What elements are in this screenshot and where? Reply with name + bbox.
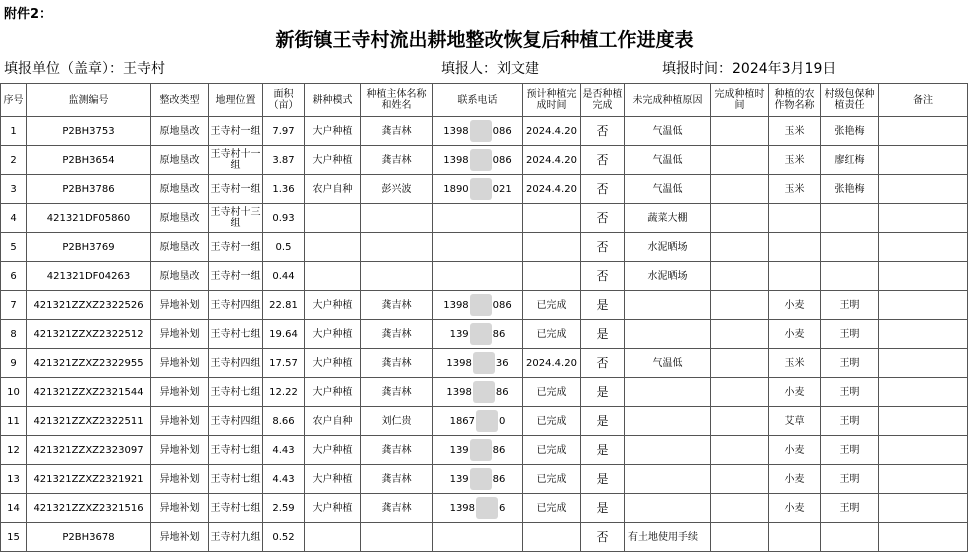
cell-responsible (821, 204, 879, 233)
cell-rectify-type: 异地补划 (151, 291, 209, 320)
cell-location: 王寺村一组 (209, 262, 263, 291)
cell-location: 王寺村九组 (209, 523, 263, 552)
cell-location: 王寺村七组 (209, 494, 263, 523)
cell-eta: 2024.4.20 (523, 146, 581, 175)
cell-area: 22.81 (263, 291, 305, 320)
cell-responsible (821, 233, 879, 262)
cell-owner-name: 龚吉林 (361, 378, 433, 407)
cell-responsible: 张艳梅 (821, 175, 879, 204)
cell-location: 王寺村四组 (209, 407, 263, 436)
cell-done-time (711, 262, 769, 291)
cell-eta: 已完成 (523, 320, 581, 349)
cell-area: 7.97 (263, 117, 305, 146)
cell-note (879, 523, 968, 552)
cell-phone (433, 436, 523, 465)
phone-prefix: 1398 (443, 126, 469, 137)
cell-crop: 玉米 (769, 146, 821, 175)
cell-row-no: 6 (1, 262, 27, 291)
cell-phone (433, 407, 523, 436)
cell-done-flag: 否 (581, 523, 625, 552)
cell-farming-mode: 大户种植 (305, 117, 361, 146)
redaction-blur (476, 410, 498, 432)
cell-reason (625, 320, 711, 349)
table-row (1, 378, 968, 407)
cell-monitor-code: 421321ZZXZ2322955 (27, 349, 151, 378)
cell-eta (523, 523, 581, 552)
cell-reason: 气温低 (625, 146, 711, 175)
cell-crop (769, 523, 821, 552)
cell-phone (433, 320, 523, 349)
phone-prefix: 1398 (446, 387, 472, 398)
cell-owner-name: 龚吉林 (361, 320, 433, 349)
cell-done-flag: 否 (581, 175, 625, 204)
cell-area: 1.36 (263, 175, 305, 204)
header-done: 是否种植完成 (581, 84, 625, 117)
cell-row-no: 11 (1, 407, 27, 436)
cell-eta: 已完成 (523, 378, 581, 407)
cell-phone (433, 378, 523, 407)
cell-owner-name: 龚吉林 (361, 436, 433, 465)
table-row (1, 233, 968, 262)
cell-eta: 已完成 (523, 465, 581, 494)
cell-eta: 2024.4.20 (523, 117, 581, 146)
cell-farming-mode: 农户自种 (305, 175, 361, 204)
cell-done-flag: 否 (581, 146, 625, 175)
cell-monitor-code: P2BH3769 (27, 233, 151, 262)
cell-monitor-code: 421321ZZXZ2322526 (27, 291, 151, 320)
cell-area: 3.87 (263, 146, 305, 175)
cell-responsible: 张艳梅 (821, 117, 879, 146)
cell-reason: 气温低 (625, 349, 711, 378)
cell-eta: 2024.4.20 (523, 175, 581, 204)
cell-done-time (711, 291, 769, 320)
cell-location: 王寺村七组 (209, 465, 263, 494)
cell-done-time (711, 349, 769, 378)
cell-row-no: 13 (1, 465, 27, 494)
cell-done-flag: 否 (581, 349, 625, 378)
header-location: 地理位置 (209, 84, 263, 117)
cell-owner-name: 龚吉林 (361, 494, 433, 523)
header-code: 监测编号 (27, 84, 151, 117)
cell-row-no: 8 (1, 320, 27, 349)
cell-owner-name: 龚吉林 (361, 146, 433, 175)
cell-location: 王寺村一组 (209, 175, 263, 204)
cell-row-no: 4 (1, 204, 27, 233)
cell-done-time (711, 378, 769, 407)
cell-eta: 已完成 (523, 494, 581, 523)
cell-location: 王寺村四组 (209, 291, 263, 320)
cell-phone (433, 291, 523, 320)
cell-row-no: 2 (1, 146, 27, 175)
cell-reason (625, 407, 711, 436)
cell-crop (769, 204, 821, 233)
cell-monitor-code: P2BH3753 (27, 117, 151, 146)
cell-owner-name (361, 233, 433, 262)
cell-phone (433, 204, 523, 233)
cell-owner-name (361, 523, 433, 552)
cell-done-flag: 否 (581, 262, 625, 291)
cell-monitor-code: 421321ZZXZ2323097 (27, 436, 151, 465)
cell-phone (433, 175, 523, 204)
header-eta: 预计种植完成时间 (523, 84, 581, 117)
cell-monitor-code: 421321ZZXZ2321921 (27, 465, 151, 494)
cell-done-time (711, 175, 769, 204)
phone-prefix: 1398 (443, 300, 469, 311)
cell-crop: 玉米 (769, 175, 821, 204)
cell-responsible: 王明 (821, 378, 879, 407)
redaction-blur (470, 149, 492, 171)
cell-area: 17.57 (263, 349, 305, 378)
cell-done-flag: 是 (581, 378, 625, 407)
phone-suffix: 086 (492, 155, 512, 166)
cell-responsible: 王明 (821, 465, 879, 494)
table-row (1, 523, 968, 552)
table-row (1, 349, 968, 378)
table-row (1, 407, 968, 436)
cell-crop (769, 262, 821, 291)
cell-crop: 小麦 (769, 465, 821, 494)
cell-row-no: 9 (1, 349, 27, 378)
cell-farming-mode: 大户种植 (305, 465, 361, 494)
cell-crop: 小麦 (769, 320, 821, 349)
cell-rectify-type: 原地垦改 (151, 204, 209, 233)
cell-done-time (711, 233, 769, 262)
cell-note (879, 320, 968, 349)
cell-owner-name: 刘仁贵 (361, 407, 433, 436)
cell-responsible: 王明 (821, 291, 879, 320)
cell-monitor-code: 421321ZZXZ2322511 (27, 407, 151, 436)
phone-suffix: 6 (499, 503, 506, 514)
phone-suffix: 36 (495, 358, 509, 369)
cell-location: 王寺村七组 (209, 378, 263, 407)
cell-farming-mode: 大户种植 (305, 378, 361, 407)
report-filler: 填报人：刘文建 (441, 61, 539, 77)
cell-area: 4.43 (263, 465, 305, 494)
cell-responsible: 王明 (821, 494, 879, 523)
table-row (1, 262, 968, 291)
cell-rectify-type: 原地垦改 (151, 175, 209, 204)
cell-done-time (711, 146, 769, 175)
cell-rectify-type: 异地补划 (151, 378, 209, 407)
cell-reason (625, 378, 711, 407)
cell-location: 王寺村七组 (209, 320, 263, 349)
cell-eta: 已完成 (523, 436, 581, 465)
cell-phone (433, 494, 523, 523)
cell-note (879, 146, 968, 175)
cell-done-flag: 是 (581, 291, 625, 320)
table-row (1, 494, 968, 523)
cell-eta: 2024.4.20 (523, 349, 581, 378)
redaction-blur (473, 352, 495, 374)
header-no: 序号 (1, 84, 27, 117)
cell-row-no: 1 (1, 117, 27, 146)
table-row (1, 146, 968, 175)
cell-farming-mode: 大户种植 (305, 349, 361, 378)
cell-location: 王寺村七组 (209, 436, 263, 465)
cell-phone (433, 117, 523, 146)
cell-done-flag: 是 (581, 436, 625, 465)
cell-rectify-type: 异地补划 (151, 465, 209, 494)
cell-rectify-type: 原地垦改 (151, 262, 209, 291)
cell-rectify-type: 原地垦改 (151, 233, 209, 262)
cell-responsible: 廖红梅 (821, 146, 879, 175)
cell-note (879, 465, 968, 494)
header-crop: 种植的农作物名称 (769, 84, 821, 117)
progress-table (0, 83, 968, 552)
redaction-blur (470, 323, 492, 345)
cell-crop: 小麦 (769, 436, 821, 465)
redaction-blur (470, 178, 492, 200)
cell-monitor-code: 421321DF04263 (27, 262, 151, 291)
header-type: 整改类型 (151, 84, 209, 117)
phone-prefix: 1867 (449, 416, 476, 427)
cell-reason: 气温低 (625, 117, 711, 146)
phone-suffix: 86 (492, 445, 506, 456)
cell-owner-name: 龚吉林 (361, 117, 433, 146)
table-row (1, 465, 968, 494)
cell-reason (625, 436, 711, 465)
cell-eta (523, 233, 581, 262)
table-header-row (1, 84, 968, 117)
cell-crop: 艾草 (769, 407, 821, 436)
header-done-time: 完成种植时间 (711, 84, 769, 117)
cell-note (879, 378, 968, 407)
cell-farming-mode (305, 262, 361, 291)
phone-suffix: 86 (495, 387, 509, 398)
cell-note (879, 494, 968, 523)
cell-note (879, 291, 968, 320)
table-row (1, 204, 968, 233)
cell-done-time (711, 204, 769, 233)
redaction-blur (470, 294, 492, 316)
cell-location: 王寺村一组 (209, 117, 263, 146)
cell-note (879, 349, 968, 378)
cell-area: 12.22 (263, 378, 305, 407)
cell-crop: 玉米 (769, 349, 821, 378)
cell-done-flag: 是 (581, 407, 625, 436)
cell-responsible: 王明 (821, 436, 879, 465)
header-reason: 未完成种植原因 (625, 84, 711, 117)
phone-suffix: 086 (492, 126, 512, 137)
cell-area: 19.64 (263, 320, 305, 349)
cell-phone (433, 465, 523, 494)
cell-location: 王寺村十一组 (209, 146, 263, 175)
cell-crop: 小麦 (769, 291, 821, 320)
cell-farming-mode (305, 233, 361, 262)
table-row (1, 291, 968, 320)
phone-prefix: 139 (449, 474, 469, 485)
cell-monitor-code: 421321DF05860 (27, 204, 151, 233)
table-row (1, 117, 968, 146)
cell-rectify-type: 异地补划 (151, 407, 209, 436)
cell-done-time (711, 320, 769, 349)
cell-row-no: 15 (1, 523, 27, 552)
phone-prefix: 1398 (443, 155, 469, 166)
cell-area: 0.52 (263, 523, 305, 552)
cell-owner-name: 龚吉林 (361, 465, 433, 494)
cell-phone (433, 349, 523, 378)
cell-done-time (711, 494, 769, 523)
cell-rectify-type: 异地补划 (151, 494, 209, 523)
cell-row-no: 12 (1, 436, 27, 465)
redaction-blur (470, 120, 492, 142)
cell-note (879, 233, 968, 262)
cell-farming-mode (305, 204, 361, 233)
cell-owner-name: 龚吉林 (361, 291, 433, 320)
phone-suffix: 021 (492, 184, 512, 195)
cell-area: 0.44 (263, 262, 305, 291)
phone-prefix: 1398 (449, 503, 476, 514)
cell-crop: 小麦 (769, 378, 821, 407)
cell-rectify-type: 异地补划 (151, 523, 209, 552)
cell-monitor-code: 421321ZZXZ2321544 (27, 378, 151, 407)
cell-location: 王寺村十三组 (209, 204, 263, 233)
header-mode: 耕种模式 (305, 84, 361, 117)
cell-note (879, 175, 968, 204)
header-phone: 联系电话 (433, 84, 523, 117)
report-time: 填报时间：2024年3月19日 (662, 61, 837, 77)
cell-responsible: 王明 (821, 407, 879, 436)
cell-rectify-type: 异地补划 (151, 320, 209, 349)
attachment-label: 附件2： (4, 7, 53, 22)
cell-reason: 水泥晒场 (625, 262, 711, 291)
cell-done-flag: 是 (581, 494, 625, 523)
cell-farming-mode: 大户种植 (305, 320, 361, 349)
cell-monitor-code: P2BH3786 (27, 175, 151, 204)
cell-farming-mode: 大户种植 (305, 146, 361, 175)
header-responsible: 村级包保种植责任 (821, 84, 879, 117)
cell-crop: 小麦 (769, 494, 821, 523)
cell-done-flag: 是 (581, 320, 625, 349)
phone-suffix: 86 (492, 474, 506, 485)
table-row (1, 320, 968, 349)
cell-done-flag: 否 (581, 204, 625, 233)
table-row (1, 175, 968, 204)
page-title: 新街镇王寺村流出耕地整改恢复后种植工作进度表 (275, 29, 694, 51)
cell-rectify-type: 原地垦改 (151, 146, 209, 175)
cell-owner-name: 彭兴波 (361, 175, 433, 204)
cell-farming-mode (305, 523, 361, 552)
phone-suffix: 86 (492, 329, 506, 340)
cell-area: 0.93 (263, 204, 305, 233)
cell-owner-name (361, 262, 433, 291)
phone-prefix: 1398 (446, 358, 472, 369)
cell-farming-mode: 大户种植 (305, 291, 361, 320)
cell-area: 8.66 (263, 407, 305, 436)
header-note: 备注 (879, 84, 968, 117)
redaction-blur (470, 439, 492, 461)
cell-note (879, 117, 968, 146)
cell-row-no: 10 (1, 378, 27, 407)
cell-phone (433, 523, 523, 552)
phone-suffix: 0 (499, 416, 506, 427)
phone-suffix: 086 (492, 300, 512, 311)
cell-done-time (711, 436, 769, 465)
cell-done-time (711, 117, 769, 146)
phone-prefix: 1890 (443, 184, 469, 195)
cell-reason (625, 291, 711, 320)
cell-eta: 已完成 (523, 407, 581, 436)
phone-prefix: 139 (449, 445, 469, 456)
cell-done-flag: 否 (581, 233, 625, 262)
cell-reason: 水泥晒场 (625, 233, 711, 262)
cell-location: 王寺村一组 (209, 233, 263, 262)
cell-reason: 蔬菜大棚 (625, 204, 711, 233)
cell-row-no: 3 (1, 175, 27, 204)
cell-rectify-type: 原地垦改 (151, 117, 209, 146)
report-unit: 填报单位（盖章）：王寺村 (4, 61, 165, 77)
cell-reason: 气温低 (625, 175, 711, 204)
cell-farming-mode: 大户种植 (305, 436, 361, 465)
cell-reason: 有土地使用手续 (625, 523, 711, 552)
cell-phone (433, 146, 523, 175)
cell-done-flag: 否 (581, 117, 625, 146)
cell-responsible: 王明 (821, 320, 879, 349)
redaction-blur (470, 468, 492, 490)
cell-farming-mode: 农户自种 (305, 407, 361, 436)
table-body (1, 117, 968, 552)
cell-done-time (711, 523, 769, 552)
cell-location: 王寺村四组 (209, 349, 263, 378)
cell-done-time (711, 407, 769, 436)
cell-owner-name (361, 204, 433, 233)
cell-responsible (821, 262, 879, 291)
cell-done-time (711, 465, 769, 494)
cell-row-no: 5 (1, 233, 27, 262)
cell-responsible: 王明 (821, 349, 879, 378)
header-owner: 种植主体名称和姓名 (361, 84, 433, 117)
cell-rectify-type: 异地补划 (151, 349, 209, 378)
cell-crop (769, 233, 821, 262)
cell-phone (433, 262, 523, 291)
cell-done-flag: 是 (581, 465, 625, 494)
cell-phone (433, 233, 523, 262)
cell-area: 0.5 (263, 233, 305, 262)
cell-owner-name: 龚吉林 (361, 349, 433, 378)
cell-farming-mode: 大户种植 (305, 494, 361, 523)
header-area: 面积（亩） (263, 84, 305, 117)
cell-area: 4.43 (263, 436, 305, 465)
cell-eta (523, 204, 581, 233)
redaction-blur (476, 497, 498, 519)
cell-reason (625, 465, 711, 494)
phone-prefix: 139 (449, 329, 469, 340)
cell-responsible (821, 523, 879, 552)
cell-monitor-code: 421321ZZXZ2321516 (27, 494, 151, 523)
cell-area: 2.59 (263, 494, 305, 523)
redaction-blur (473, 381, 495, 403)
cell-eta (523, 262, 581, 291)
cell-reason (625, 494, 711, 523)
cell-note (879, 262, 968, 291)
cell-eta: 已完成 (523, 291, 581, 320)
cell-note (879, 204, 968, 233)
cell-crop: 玉米 (769, 117, 821, 146)
cell-note (879, 407, 968, 436)
cell-row-no: 14 (1, 494, 27, 523)
cell-row-no: 7 (1, 291, 27, 320)
cell-monitor-code: P2BH3654 (27, 146, 151, 175)
cell-monitor-code: P2BH3678 (27, 523, 151, 552)
table-row (1, 436, 968, 465)
cell-monitor-code: 421321ZZXZ2322512 (27, 320, 151, 349)
cell-note (879, 436, 968, 465)
cell-rectify-type: 异地补划 (151, 436, 209, 465)
